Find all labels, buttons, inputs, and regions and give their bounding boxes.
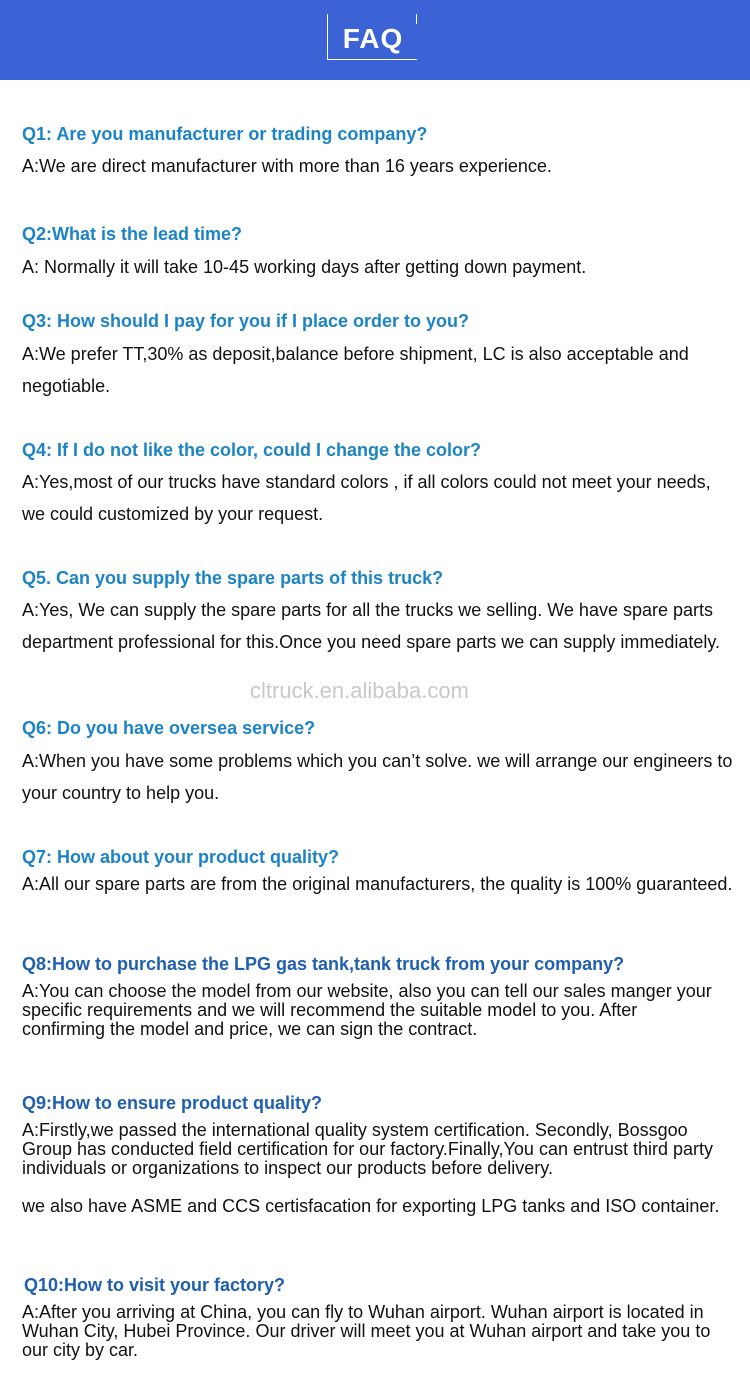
faq-answer-6: A:When you have some problems which you can’t solve. we will arrange our engineers to your country to help you. [22, 751, 733, 803]
faq-answer-1: A:We are direct manufacturer with more than 16 years experience. [22, 156, 552, 176]
faq-answer-5: A:Yes, We can supply the spare parts for all the trucks we selling. We have spare parts department professional for this.Once you need spare parts we can supply immediately. [22, 600, 721, 652]
faq-title-frame [327, 14, 417, 60]
faq-answer-8: A:You can choose the model from our website, also you can tell our sales manger your specific requirements and we will recommend the suitable model to you. After confirming the model and price, we can sign the contract. [22, 981, 712, 1039]
faq-answer-3: A:We prefer TT,30% as deposit,balance before shipment, LC is also acceptable and negotiable. [22, 344, 689, 396]
faq-question-3: Q3: How should I pay for you if I place order to you? [22, 311, 470, 331]
faq-question-7: Q7: How about your product quality? [22, 847, 339, 867]
faq-question-1: Q1: Are you manufacturer or trading company? [22, 124, 428, 144]
faq-question-4: Q4: If I do not like the color, could I change the color? [22, 440, 482, 460]
faq-question-5: Q5. Can you supply the spare parts of this truck? [22, 568, 444, 588]
faq-answer-7: A:All our spare parts are from the original manufacturers, the quality is 100% guaranteed. [22, 874, 733, 894]
faq-answer-4: A:Yes,most of our trucks have standard colors , if all colors could not meet your needs, we could customized by your request. [22, 472, 711, 524]
watermark: cltruck.en.alibaba.com [250, 678, 469, 703]
page-title: FAQ [342, 23, 404, 54]
faq-answer-9-extra: we also have ASME and CCS certisfacation for exporting LPG tanks and ISO container. [22, 1196, 720, 1216]
faq-answer-10: A:After you arriving at China, you can fly to Wuhan airport. Wuhan airport is located in Wuhan City, Hubei Province. Our driver will meet you at Wuhan airport and take you to our city by car. [22, 1302, 711, 1360]
faq-answer-2: A: Normally it will take 10-45 working days after getting down payment. [22, 257, 587, 277]
faq-question-9: Q9:How to ensure product quality? [22, 1093, 323, 1113]
faq-question-10: Q10:How to visit your factory? [24, 1275, 286, 1295]
faq-question-2: Q2:What is the lead time? [22, 224, 243, 244]
faq-question-8: Q8:How to purchase the LPG gas tank,tank truck from your company? [22, 954, 625, 974]
faq-answer-9: A:Firstly,we passed the international quality system certification. Secondly, Bossgoo Group has conducted field certification for our factory.Finally,You can entrust third party individuals or organizations to inspect our products before delivery. [22, 1120, 714, 1178]
faq-question-6: Q6: Do you have oversea service? [22, 718, 316, 738]
header-banner [0, 0, 750, 80]
